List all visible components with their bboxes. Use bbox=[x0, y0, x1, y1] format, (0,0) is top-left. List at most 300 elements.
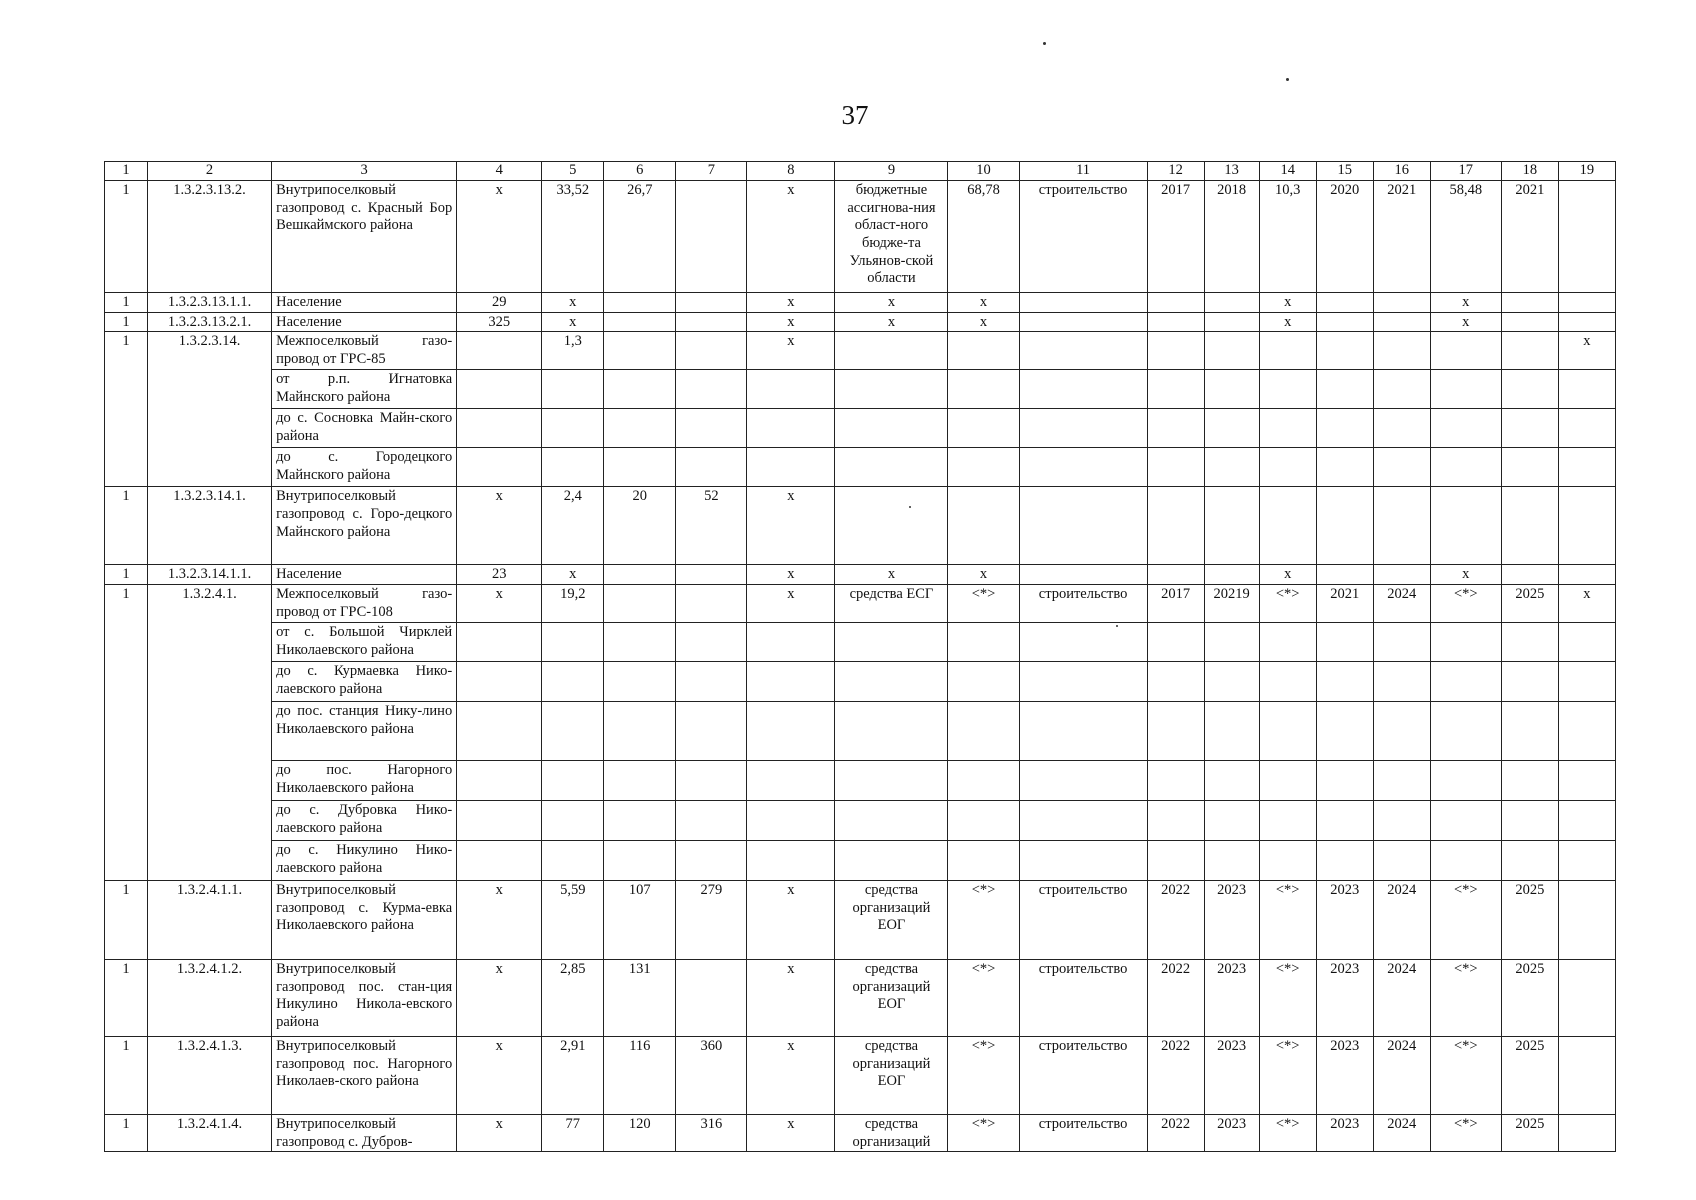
cell-col-12: 2022 bbox=[1147, 1115, 1204, 1152]
cell-col-15: 2023 bbox=[1316, 881, 1373, 960]
cell-col-10 bbox=[948, 448, 1019, 487]
cell-col-5: 19,2 bbox=[542, 585, 604, 623]
cell-col-8 bbox=[747, 662, 835, 702]
cell-col-5: 2,85 bbox=[542, 960, 604, 1037]
cell-col-19 bbox=[1558, 623, 1615, 662]
cell-col-8: х bbox=[747, 565, 835, 585]
cell-col-3: до с. Сосновка Майн-ского района bbox=[272, 409, 457, 448]
cell-col-9: бюджетные ассигнова-ния област-ного бюдже-та Ульянов-ской области bbox=[835, 181, 948, 293]
column-number-header: 2 bbox=[148, 162, 272, 181]
cell-col-15: 2021 bbox=[1316, 585, 1373, 623]
cell-col-1: 1 bbox=[105, 585, 148, 623]
cell-col-14 bbox=[1259, 801, 1316, 841]
cell-col-11 bbox=[1019, 293, 1147, 313]
cell-col-19 bbox=[1558, 312, 1615, 332]
cell-col-10: 68,78 bbox=[948, 181, 1019, 293]
cell-col-3: Население bbox=[272, 565, 457, 585]
cell-col-15 bbox=[1316, 662, 1373, 702]
cell-col-8 bbox=[747, 841, 835, 881]
cell-col-8 bbox=[747, 370, 835, 409]
cell-col-12: 2017 bbox=[1147, 181, 1204, 293]
cell-col-16 bbox=[1373, 409, 1430, 448]
column-number-header: 6 bbox=[604, 162, 676, 181]
cell-col-3: Внутрипоселковый газопровод пос. Нагорного Николаев-ского района bbox=[272, 1037, 457, 1115]
cell-col-8: х bbox=[747, 312, 835, 332]
cell-col-9 bbox=[835, 702, 948, 761]
cell-col-2 bbox=[148, 702, 272, 761]
cell-col-9: средства ЕСГ bbox=[835, 585, 948, 623]
cell-col-1 bbox=[105, 841, 148, 881]
cell-col-19 bbox=[1558, 801, 1615, 841]
cell-col-12 bbox=[1147, 565, 1204, 585]
cell-col-7 bbox=[676, 623, 747, 662]
table-row bbox=[105, 1037, 1616, 1115]
cell-col-6 bbox=[604, 761, 676, 801]
column-number-header: 9 bbox=[835, 162, 948, 181]
cell-col-1: 1 bbox=[105, 487, 148, 565]
cell-col-6 bbox=[604, 585, 676, 623]
cell-col-7 bbox=[676, 761, 747, 801]
cell-col-11 bbox=[1019, 332, 1147, 370]
cell-col-19 bbox=[1558, 761, 1615, 801]
cell-col-6 bbox=[604, 841, 676, 881]
cell-col-17 bbox=[1430, 662, 1501, 702]
cell-col-3: до пос. Нагорного Николаевского района bbox=[272, 761, 457, 801]
cell-col-2: 1.3.2.3.13.1.1. bbox=[148, 293, 272, 313]
cell-col-11: строительство bbox=[1019, 960, 1147, 1037]
cell-col-1 bbox=[105, 761, 148, 801]
cell-col-18 bbox=[1501, 370, 1558, 409]
cell-col-15 bbox=[1316, 841, 1373, 881]
cell-col-18: 2021 bbox=[1501, 181, 1558, 293]
cell-col-13 bbox=[1204, 293, 1259, 313]
cell-col-3: Внутрипоселковый газопровод пос. стан-ция Никулино Никола-евского района bbox=[272, 960, 457, 1037]
cell-col-19: х bbox=[1558, 332, 1615, 370]
cell-col-12 bbox=[1147, 761, 1204, 801]
cell-col-17: х bbox=[1430, 565, 1501, 585]
cell-col-18 bbox=[1501, 293, 1558, 313]
page-number: 37 bbox=[841, 100, 869, 130]
cell-col-15 bbox=[1316, 409, 1373, 448]
cell-col-15 bbox=[1316, 487, 1373, 565]
cell-col-2 bbox=[148, 623, 272, 662]
cell-col-11 bbox=[1019, 409, 1147, 448]
column-number-header: 12 bbox=[1147, 162, 1204, 181]
cell-col-3: Внутрипоселковый газопровод с. Красный Бор Вешкаймского района bbox=[272, 181, 457, 293]
cell-col-4: 23 bbox=[457, 565, 542, 585]
cell-col-16 bbox=[1373, 565, 1430, 585]
column-number-header: 14 bbox=[1259, 162, 1316, 181]
cell-col-13 bbox=[1204, 409, 1259, 448]
cell-col-19 bbox=[1558, 565, 1615, 585]
cell-col-11: строительство bbox=[1019, 881, 1147, 960]
cell-col-13 bbox=[1204, 662, 1259, 702]
cell-col-14: <*> bbox=[1259, 585, 1316, 623]
cell-col-11 bbox=[1019, 761, 1147, 801]
cell-col-16 bbox=[1373, 623, 1430, 662]
cell-col-7 bbox=[676, 181, 747, 293]
cell-col-16: 2021 bbox=[1373, 181, 1430, 293]
cell-col-5 bbox=[542, 841, 604, 881]
table-row bbox=[105, 662, 1616, 702]
cell-col-8: х bbox=[747, 881, 835, 960]
cell-col-15 bbox=[1316, 448, 1373, 487]
cell-col-11 bbox=[1019, 841, 1147, 881]
cell-col-14: <*> bbox=[1259, 881, 1316, 960]
cell-col-9 bbox=[835, 409, 948, 448]
cell-col-1: 1 bbox=[105, 565, 148, 585]
cell-col-1: 1 bbox=[105, 312, 148, 332]
cell-col-12: 2022 bbox=[1147, 881, 1204, 960]
cell-col-4 bbox=[457, 801, 542, 841]
cell-col-3: до с. Курмаевка Нико-лаевского района bbox=[272, 662, 457, 702]
cell-col-12 bbox=[1147, 801, 1204, 841]
cell-col-18 bbox=[1501, 565, 1558, 585]
cell-col-3: Внутрипоселковый газопровод с. Курма-евка Николаевского района bbox=[272, 881, 457, 960]
cell-col-6 bbox=[604, 702, 676, 761]
cell-col-4 bbox=[457, 841, 542, 881]
cell-col-4: х bbox=[457, 487, 542, 565]
cell-col-12 bbox=[1147, 702, 1204, 761]
cell-col-12 bbox=[1147, 623, 1204, 662]
cell-col-18: 2025 bbox=[1501, 1037, 1558, 1115]
cell-col-7 bbox=[676, 332, 747, 370]
cell-col-5 bbox=[542, 370, 604, 409]
column-number-header: 18 bbox=[1501, 162, 1558, 181]
cell-col-10 bbox=[948, 662, 1019, 702]
cell-col-10: х bbox=[948, 565, 1019, 585]
cell-col-3: от с. Большой Чирклей Николаевского района bbox=[272, 623, 457, 662]
cell-col-12 bbox=[1147, 841, 1204, 881]
cell-col-8 bbox=[747, 409, 835, 448]
cell-col-7 bbox=[676, 312, 747, 332]
cell-col-13 bbox=[1204, 801, 1259, 841]
cell-col-14: х bbox=[1259, 293, 1316, 313]
column-number-header: 19 bbox=[1558, 162, 1615, 181]
cell-col-9: средства организаций ЕОГ bbox=[835, 1037, 948, 1115]
cell-col-15: 2023 bbox=[1316, 960, 1373, 1037]
cell-col-17: х bbox=[1430, 293, 1501, 313]
cell-col-2: 1.3.2.4.1.2. bbox=[148, 960, 272, 1037]
cell-col-4 bbox=[457, 448, 542, 487]
cell-col-17: <*> bbox=[1430, 1115, 1501, 1152]
cell-col-11: строительство bbox=[1019, 585, 1147, 623]
data-table bbox=[104, 161, 1616, 1152]
cell-col-2 bbox=[148, 370, 272, 409]
cell-col-5: 77 bbox=[542, 1115, 604, 1152]
table-row bbox=[105, 1115, 1616, 1152]
cell-col-2: 1.3.2.4.1.1. bbox=[148, 881, 272, 960]
cell-col-3: до с. Никулино Нико-лаевского района bbox=[272, 841, 457, 881]
cell-col-4: 29 bbox=[457, 293, 542, 313]
cell-col-11 bbox=[1019, 312, 1147, 332]
cell-col-8: х bbox=[747, 293, 835, 313]
cell-col-8 bbox=[747, 702, 835, 761]
cell-col-4: х bbox=[457, 1037, 542, 1115]
cell-col-19 bbox=[1558, 1115, 1615, 1152]
cell-col-3: до с. Дубровка Нико-лаевского района bbox=[272, 801, 457, 841]
cell-col-19 bbox=[1558, 181, 1615, 293]
cell-col-16 bbox=[1373, 293, 1430, 313]
cell-col-17 bbox=[1430, 370, 1501, 409]
cell-col-16: 2024 bbox=[1373, 585, 1430, 623]
cell-col-10: <*> bbox=[948, 585, 1019, 623]
cell-col-10 bbox=[948, 702, 1019, 761]
cell-col-15 bbox=[1316, 623, 1373, 662]
cell-col-9 bbox=[835, 448, 948, 487]
cell-col-14 bbox=[1259, 448, 1316, 487]
scan-speck bbox=[1286, 78, 1289, 81]
cell-col-10: <*> bbox=[948, 1115, 1019, 1152]
cell-col-4 bbox=[457, 662, 542, 702]
cell-col-15 bbox=[1316, 761, 1373, 801]
cell-col-13 bbox=[1204, 702, 1259, 761]
cell-col-15 bbox=[1316, 332, 1373, 370]
cell-col-9 bbox=[835, 487, 948, 565]
cell-col-12 bbox=[1147, 448, 1204, 487]
column-number-header: 4 bbox=[457, 162, 542, 181]
cell-col-16 bbox=[1373, 801, 1430, 841]
cell-col-5: х bbox=[542, 565, 604, 585]
cell-col-14 bbox=[1259, 370, 1316, 409]
cell-col-13 bbox=[1204, 623, 1259, 662]
cell-col-4: х bbox=[457, 181, 542, 293]
cell-col-15 bbox=[1316, 293, 1373, 313]
cell-col-14: х bbox=[1259, 565, 1316, 585]
cell-col-6 bbox=[604, 293, 676, 313]
cell-col-1 bbox=[105, 702, 148, 761]
cell-col-1: 1 bbox=[105, 881, 148, 960]
cell-col-18 bbox=[1501, 761, 1558, 801]
cell-col-11: строительство bbox=[1019, 1037, 1147, 1115]
table-row bbox=[105, 181, 1616, 293]
cell-col-7 bbox=[676, 841, 747, 881]
cell-col-15 bbox=[1316, 565, 1373, 585]
cell-col-11 bbox=[1019, 623, 1147, 662]
cell-col-6 bbox=[604, 448, 676, 487]
table-row bbox=[105, 332, 1616, 370]
cell-col-19 bbox=[1558, 487, 1615, 565]
cell-col-16 bbox=[1373, 841, 1430, 881]
cell-col-16: 2024 bbox=[1373, 1037, 1430, 1115]
cell-col-19: х bbox=[1558, 585, 1615, 623]
cell-col-2 bbox=[148, 448, 272, 487]
cell-col-8: х bbox=[747, 332, 835, 370]
cell-col-10 bbox=[948, 841, 1019, 881]
cell-col-4 bbox=[457, 623, 542, 662]
cell-col-12 bbox=[1147, 487, 1204, 565]
cell-col-11 bbox=[1019, 448, 1147, 487]
cell-col-4 bbox=[457, 702, 542, 761]
cell-col-17: <*> bbox=[1430, 585, 1501, 623]
cell-col-3: Население bbox=[272, 293, 457, 313]
cell-col-6 bbox=[604, 409, 676, 448]
cell-col-3: Население bbox=[272, 312, 457, 332]
cell-col-12 bbox=[1147, 370, 1204, 409]
cell-col-2: 1.3.2.4.1. bbox=[148, 585, 272, 623]
cell-col-11 bbox=[1019, 801, 1147, 841]
cell-col-10 bbox=[948, 623, 1019, 662]
cell-col-5 bbox=[542, 702, 604, 761]
cell-col-16 bbox=[1373, 761, 1430, 801]
cell-col-9 bbox=[835, 370, 948, 409]
cell-col-4: х bbox=[457, 1115, 542, 1152]
cell-col-8: х bbox=[747, 487, 835, 565]
cell-col-8: х bbox=[747, 1037, 835, 1115]
cell-col-18 bbox=[1501, 702, 1558, 761]
cell-col-9 bbox=[835, 623, 948, 662]
cell-col-8: х bbox=[747, 181, 835, 293]
cell-col-14 bbox=[1259, 487, 1316, 565]
cell-col-18 bbox=[1501, 623, 1558, 662]
cell-col-15: 2020 bbox=[1316, 181, 1373, 293]
cell-col-10: <*> bbox=[948, 1037, 1019, 1115]
cell-col-1 bbox=[105, 623, 148, 662]
cell-col-1 bbox=[105, 448, 148, 487]
cell-col-13 bbox=[1204, 841, 1259, 881]
cell-col-12 bbox=[1147, 312, 1204, 332]
cell-col-17 bbox=[1430, 448, 1501, 487]
cell-col-3: Межпоселковый газо-провод от ГРС-108 bbox=[272, 585, 457, 623]
cell-col-17 bbox=[1430, 623, 1501, 662]
column-number-header: 7 bbox=[676, 162, 747, 181]
cell-col-9 bbox=[835, 332, 948, 370]
cell-col-9 bbox=[835, 761, 948, 801]
column-number-header: 3 bbox=[272, 162, 457, 181]
column-number-header: 1 bbox=[105, 162, 148, 181]
cell-col-5: 5,59 bbox=[542, 881, 604, 960]
cell-col-6 bbox=[604, 801, 676, 841]
cell-col-7 bbox=[676, 585, 747, 623]
cell-col-1 bbox=[105, 662, 148, 702]
cell-col-13 bbox=[1204, 761, 1259, 801]
cell-col-10: х bbox=[948, 293, 1019, 313]
cell-col-18 bbox=[1501, 487, 1558, 565]
cell-col-2: 1.3.2.4.1.3. bbox=[148, 1037, 272, 1115]
cell-col-10: х bbox=[948, 312, 1019, 332]
cell-col-19 bbox=[1558, 702, 1615, 761]
cell-col-9: х bbox=[835, 312, 948, 332]
cell-col-12: 2022 bbox=[1147, 1037, 1204, 1115]
cell-col-7 bbox=[676, 662, 747, 702]
cell-col-2: 1.3.2.3.14.1. bbox=[148, 487, 272, 565]
cell-col-19 bbox=[1558, 662, 1615, 702]
table-row bbox=[105, 841, 1616, 881]
cell-col-2: 1.3.2.3.13.2.1. bbox=[148, 312, 272, 332]
cell-col-17 bbox=[1430, 841, 1501, 881]
column-number-header: 11 bbox=[1019, 162, 1147, 181]
cell-col-14 bbox=[1259, 623, 1316, 662]
cell-col-14: <*> bbox=[1259, 960, 1316, 1037]
cell-col-7 bbox=[676, 448, 747, 487]
table-row bbox=[105, 487, 1616, 565]
cell-col-1: 1 bbox=[105, 332, 148, 370]
cell-col-13: 2018 bbox=[1204, 181, 1259, 293]
cell-col-18 bbox=[1501, 332, 1558, 370]
cell-col-16 bbox=[1373, 487, 1430, 565]
cell-col-5: 2,4 bbox=[542, 487, 604, 565]
cell-col-15 bbox=[1316, 801, 1373, 841]
cell-col-17: 58,48 bbox=[1430, 181, 1501, 293]
cell-col-1 bbox=[105, 409, 148, 448]
cell-col-6: 120 bbox=[604, 1115, 676, 1152]
cell-col-18 bbox=[1501, 662, 1558, 702]
cell-col-15: 2023 bbox=[1316, 1037, 1373, 1115]
cell-col-13 bbox=[1204, 448, 1259, 487]
cell-col-12 bbox=[1147, 409, 1204, 448]
cell-col-11 bbox=[1019, 662, 1147, 702]
cell-col-2: 1.3.2.4.1.4. bbox=[148, 1115, 272, 1152]
cell-col-18 bbox=[1501, 801, 1558, 841]
cell-col-10 bbox=[948, 370, 1019, 409]
table-row bbox=[105, 623, 1616, 662]
cell-col-7 bbox=[676, 565, 747, 585]
cell-col-13: 2023 bbox=[1204, 1037, 1259, 1115]
column-number-header: 16 bbox=[1373, 162, 1430, 181]
cell-col-1 bbox=[105, 370, 148, 409]
cell-col-10 bbox=[948, 761, 1019, 801]
cell-col-2 bbox=[148, 662, 272, 702]
cell-col-8 bbox=[747, 801, 835, 841]
cell-col-5 bbox=[542, 448, 604, 487]
cell-col-12 bbox=[1147, 662, 1204, 702]
table-row bbox=[105, 702, 1616, 761]
cell-col-17: <*> bbox=[1430, 881, 1501, 960]
cell-col-7: 316 bbox=[676, 1115, 747, 1152]
cell-col-17: <*> bbox=[1430, 960, 1501, 1037]
cell-col-2 bbox=[148, 801, 272, 841]
cell-col-3: от р.п. Игнатовка Майнского района bbox=[272, 370, 457, 409]
cell-col-9 bbox=[835, 801, 948, 841]
cell-col-14: х bbox=[1259, 312, 1316, 332]
cell-col-7: 360 bbox=[676, 1037, 747, 1115]
table-row bbox=[105, 409, 1616, 448]
cell-col-13 bbox=[1204, 332, 1259, 370]
cell-col-15 bbox=[1316, 312, 1373, 332]
cell-col-14 bbox=[1259, 332, 1316, 370]
cell-col-1: 1 bbox=[105, 960, 148, 1037]
cell-col-10: <*> bbox=[948, 960, 1019, 1037]
cell-col-2: 1.3.2.3.14.1.1. bbox=[148, 565, 272, 585]
cell-col-2: 1.3.2.3.14. bbox=[148, 332, 272, 370]
cell-col-13 bbox=[1204, 312, 1259, 332]
cell-col-3: до с. Городецкого Майнского района bbox=[272, 448, 457, 487]
cell-col-6: 131 bbox=[604, 960, 676, 1037]
cell-col-4 bbox=[457, 761, 542, 801]
cell-col-16: 2024 bbox=[1373, 960, 1430, 1037]
column-number-header: 10 bbox=[948, 162, 1019, 181]
cell-col-14 bbox=[1259, 662, 1316, 702]
cell-col-17 bbox=[1430, 332, 1501, 370]
cell-col-6 bbox=[604, 332, 676, 370]
column-number-header: 5 bbox=[542, 162, 604, 181]
cell-col-7 bbox=[676, 801, 747, 841]
cell-col-18 bbox=[1501, 448, 1558, 487]
cell-col-6 bbox=[604, 370, 676, 409]
cell-col-18: 2025 bbox=[1501, 1115, 1558, 1152]
header-row bbox=[105, 162, 1616, 181]
cell-col-5: х bbox=[542, 293, 604, 313]
cell-col-10 bbox=[948, 801, 1019, 841]
cell-col-14 bbox=[1259, 841, 1316, 881]
cell-col-13: 2023 bbox=[1204, 1115, 1259, 1152]
cell-col-14: 10,3 bbox=[1259, 181, 1316, 293]
cell-col-13 bbox=[1204, 565, 1259, 585]
cell-col-8 bbox=[747, 448, 835, 487]
cell-col-4: х bbox=[457, 960, 542, 1037]
cell-col-5 bbox=[542, 662, 604, 702]
cell-col-19 bbox=[1558, 409, 1615, 448]
